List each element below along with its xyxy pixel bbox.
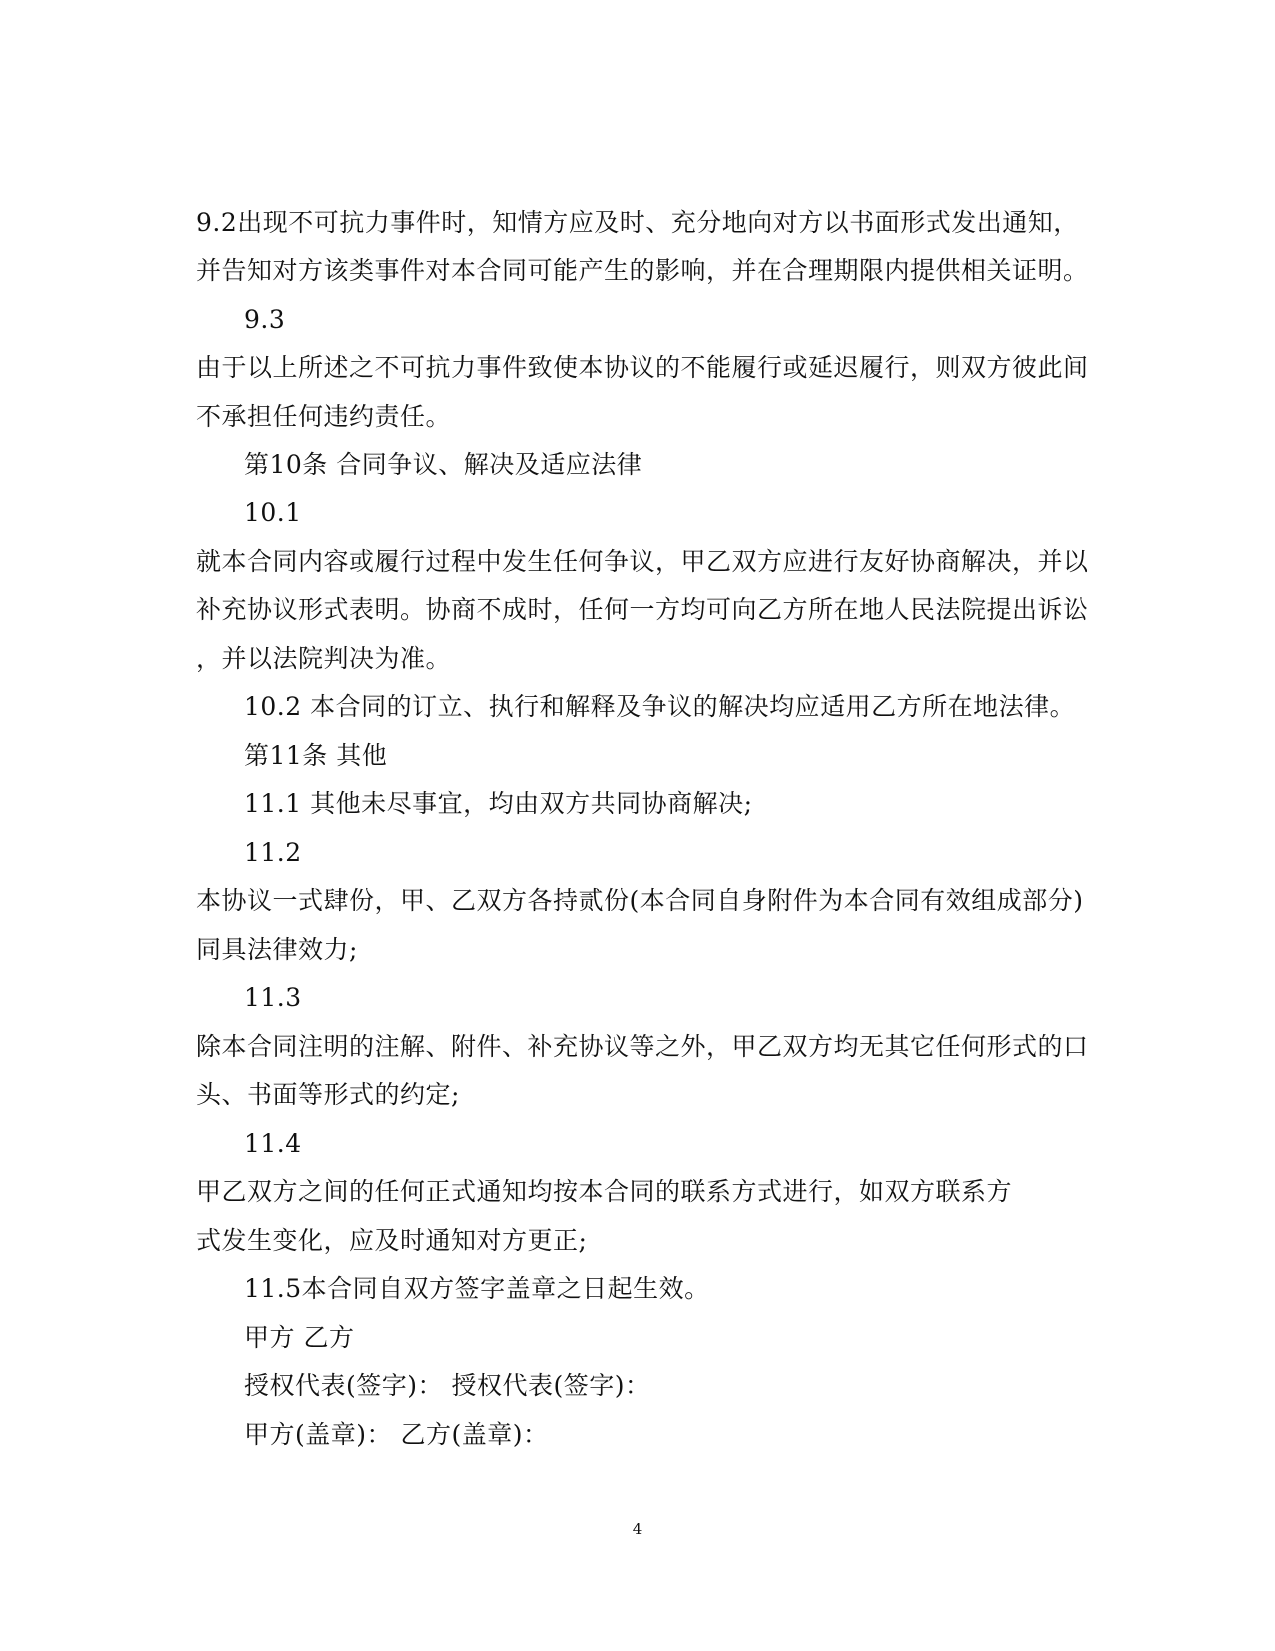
party-labels: 甲方 乙方 bbox=[244, 1323, 355, 1352]
clause-10-2: 10.2 本合同的订立、执行和解释及争议的解决均应适用乙方所在地法律。 bbox=[244, 692, 1076, 721]
clause-10-1-number: 10.1 bbox=[244, 498, 302, 527]
clause-11-4-line-2: 式发生变化，应及时通知对方更正; bbox=[196, 1226, 588, 1255]
clause-11-5: 11.5本合同自双方签字盖章之日起生效。 bbox=[244, 1274, 710, 1303]
clause-11-4-line-1: 甲乙双方之间的任何正式通知均按本合同的联系方式进行，如双方联系方 bbox=[196, 1177, 1013, 1206]
clause-9-3-line-2: 不承担任何违约责任。 bbox=[196, 402, 452, 431]
clause-9-3-number: 9.3 bbox=[244, 305, 286, 334]
clause-11-2-line-2: 同具法律效力; bbox=[196, 935, 358, 964]
clause-11-2-number: 11.2 bbox=[244, 838, 302, 867]
page-number: 4 bbox=[632, 1520, 643, 1538]
clause-10-1-line-2: 补充协议形式表明。协商不成时，任何一方均可向乙方所在地人民法院提出诉讼 bbox=[196, 595, 1089, 624]
clause-9-2-line-2: 并告知对方该类事件对本合同可能产生的影响，并在合理期限内提供相关证明。 bbox=[196, 256, 1089, 285]
signature-labels: 授权代表(签字)： 授权代表(签字)： bbox=[244, 1371, 651, 1400]
clause-9-3-line-1: 由于以上所述之不可抗力事件致使本协议的不能履行或延迟履行，则双方彼此间 bbox=[196, 353, 1089, 382]
clause-11-3-line-1: 除本合同注明的注解、附件、补充协议等之外，甲乙双方均无其它任何形式的口 bbox=[196, 1032, 1089, 1061]
clause-9-2-line-1: 9.2出现不可抗力事件时，知情方应及时、充分地向对方以书面形式发出通知， bbox=[196, 208, 1079, 237]
clause-11-2-line-1: 本协议一式肆份，甲、乙双方各持贰份(本合同自身附件为本合同有效组成部分) bbox=[196, 886, 1084, 915]
clause-11-3-line-2: 头、书面等形式的约定; bbox=[196, 1080, 460, 1109]
article-10-heading: 第10条 合同争议、解决及适应法律 bbox=[244, 450, 643, 479]
clause-10-1-line-3: ，并以法院判决为准。 bbox=[196, 644, 452, 673]
seal-labels: 甲方(盖章)： 乙方(盖章)： bbox=[244, 1420, 549, 1449]
clause-11-1: 11.1 其他未尽事宜，均由双方共同协商解决; bbox=[244, 789, 753, 818]
article-11-heading: 第11条 其他 bbox=[244, 741, 388, 770]
clause-11-4-number: 11.4 bbox=[244, 1129, 302, 1158]
clause-10-1-line-1: 就本合同内容或履行过程中发生任何争议，甲乙双方应进行友好协商解决，并以 bbox=[196, 547, 1089, 576]
clause-11-3-number: 11.3 bbox=[244, 983, 302, 1012]
